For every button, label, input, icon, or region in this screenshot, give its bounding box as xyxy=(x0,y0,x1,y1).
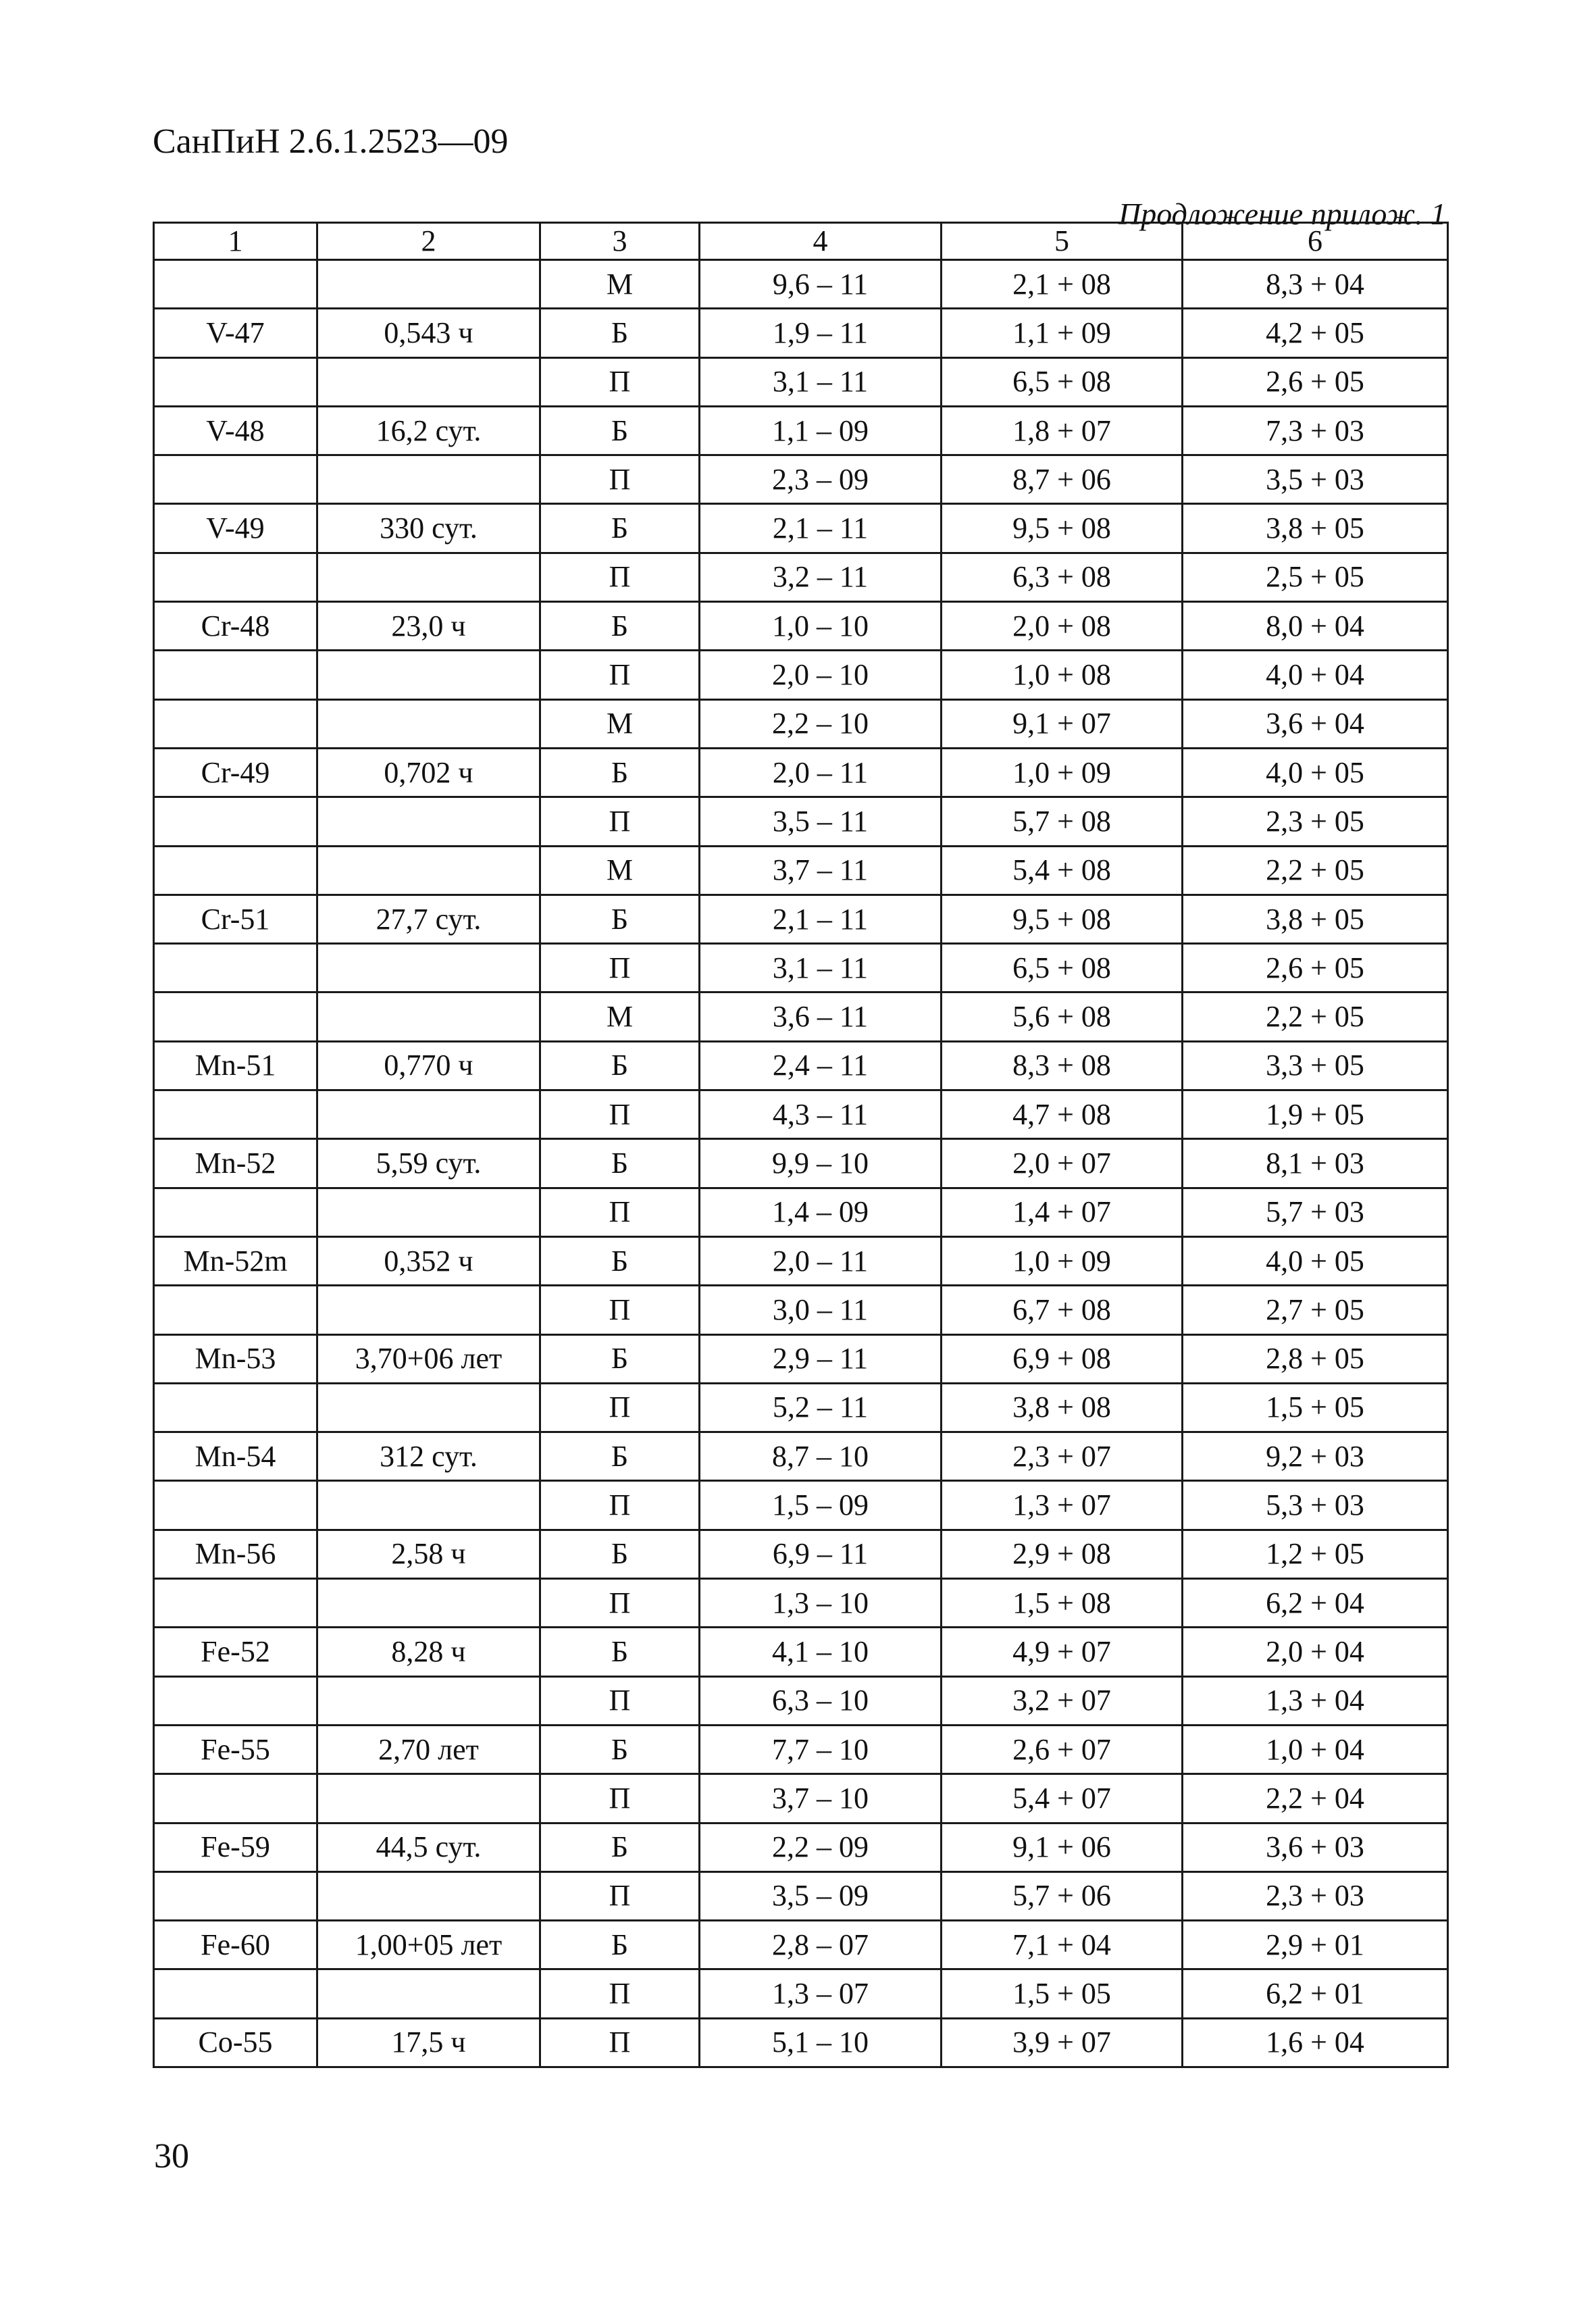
nuclide-cell xyxy=(154,944,317,992)
type-cell: П xyxy=(540,797,700,846)
value-col6-cell: 6,2 + 01 xyxy=(1183,1969,1448,2018)
value-col4-cell: 3,6 – 11 xyxy=(700,992,942,1041)
table-row xyxy=(154,1579,1448,1628)
value-col5-cell: 6,5 + 08 xyxy=(942,357,1183,406)
type-cell: Б xyxy=(540,1530,700,1578)
value-col6-cell: 3,5 + 03 xyxy=(1183,455,1448,504)
type-cell: Б xyxy=(540,1334,700,1383)
value-col5-cell: 1,8 + 07 xyxy=(942,406,1183,455)
nuclide-cell: Fe-52 xyxy=(154,1628,317,1676)
value-col5-cell: 8,7 + 06 xyxy=(942,455,1183,504)
value-col6-cell: 2,0 + 04 xyxy=(1183,1628,1448,1676)
nuclide-cell xyxy=(154,455,317,504)
half-life-cell xyxy=(317,992,540,1041)
nuclide-cell: Fe-59 xyxy=(154,1823,317,1871)
value-col4-cell: 3,2 – 11 xyxy=(700,553,942,601)
half-life-cell: 2,70 лет xyxy=(317,1725,540,1774)
nuclide-cell xyxy=(154,1383,317,1432)
type-cell: М xyxy=(540,260,700,309)
value-col5-cell: 8,3 + 08 xyxy=(942,1041,1183,1090)
value-col4-cell: 2,1 – 11 xyxy=(700,504,942,553)
value-col4-cell: 1,5 – 09 xyxy=(700,1481,942,1530)
value-col6-cell: 2,9 + 01 xyxy=(1183,1921,1448,1969)
nuclide-cell: Mn-56 xyxy=(154,1530,317,1578)
value-col6-cell: 2,8 + 05 xyxy=(1183,1334,1448,1383)
half-life-cell xyxy=(317,1579,540,1628)
value-col4-cell: 2,9 – 11 xyxy=(700,1334,942,1383)
value-col4-cell: 1,3 – 07 xyxy=(700,1969,942,2018)
type-cell: Б xyxy=(540,1823,700,1871)
value-col4-cell: 1,3 – 10 xyxy=(700,1579,942,1628)
type-cell: Б xyxy=(540,1432,700,1481)
half-life-cell xyxy=(317,944,540,992)
table-row xyxy=(154,455,1448,504)
value-col4-cell: 2,0 – 11 xyxy=(700,1236,942,1285)
half-life-cell: 0,702 ч xyxy=(317,748,540,797)
value-col6-cell: 2,5 + 05 xyxy=(1183,553,1448,601)
page-number: 30 xyxy=(154,2137,189,2175)
value-col4-cell: 3,5 – 11 xyxy=(700,797,942,846)
table-row xyxy=(154,1041,1448,1090)
table-row xyxy=(154,602,1448,651)
column-header: 1 xyxy=(154,223,317,260)
table-row xyxy=(154,309,1448,357)
value-col6-cell: 2,2 + 05 xyxy=(1183,846,1448,895)
nuclide-cell xyxy=(154,1286,317,1334)
type-cell: П xyxy=(540,1481,700,1530)
half-life-cell: 0,352 ч xyxy=(317,1236,540,1285)
half-life-cell xyxy=(317,1090,540,1139)
type-cell: П xyxy=(540,1090,700,1139)
value-col4-cell: 8,7 – 10 xyxy=(700,1432,942,1481)
value-col4-cell: 2,2 – 10 xyxy=(700,699,942,748)
nuclide-cell xyxy=(154,553,317,601)
table-container xyxy=(153,222,1447,2068)
type-cell: П xyxy=(540,651,700,699)
nuclide-cell: Fe-55 xyxy=(154,1725,317,1774)
table-row xyxy=(154,846,1448,895)
nuclide-cell xyxy=(154,1774,317,1823)
half-life-cell xyxy=(317,357,540,406)
half-life-cell xyxy=(317,846,540,895)
table-row xyxy=(154,1236,1448,1285)
value-col6-cell: 7,3 + 03 xyxy=(1183,406,1448,455)
table-row xyxy=(154,1921,1448,1969)
nuclide-cell xyxy=(154,1579,317,1628)
type-cell: Б xyxy=(540,1921,700,1969)
type-cell: П xyxy=(540,1969,700,2018)
type-cell: Б xyxy=(540,406,700,455)
type-cell: М xyxy=(540,846,700,895)
value-col6-cell: 6,2 + 04 xyxy=(1183,1579,1448,1628)
value-col4-cell: 2,8 – 07 xyxy=(700,1921,942,1969)
value-col5-cell: 9,5 + 08 xyxy=(942,504,1183,553)
nuclide-cell xyxy=(154,1871,317,1920)
half-life-cell xyxy=(317,699,540,748)
table-row xyxy=(154,1139,1448,1188)
value-col4-cell: 1,0 – 10 xyxy=(700,602,942,651)
nuclide-cell xyxy=(154,651,317,699)
half-life-cell: 330 сут. xyxy=(317,504,540,553)
column-header: 4 xyxy=(700,223,942,260)
nuclide-cell xyxy=(154,260,317,309)
value-col5-cell: 6,7 + 08 xyxy=(942,1286,1183,1334)
value-col4-cell: 5,2 – 11 xyxy=(700,1383,942,1432)
column-header: 2 xyxy=(317,223,540,260)
table-row xyxy=(154,1432,1448,1481)
table-row xyxy=(154,651,1448,699)
value-col4-cell: 3,7 – 11 xyxy=(700,846,942,895)
table-row xyxy=(154,1188,1448,1236)
value-col5-cell: 6,5 + 08 xyxy=(942,944,1183,992)
half-life-cell: 27,7 сут. xyxy=(317,895,540,943)
nuclide-cell: Mn-53 xyxy=(154,1334,317,1383)
continuation-note: Продложение прилож. 1 xyxy=(1118,197,1446,231)
value-col4-cell: 2,0 – 11 xyxy=(700,748,942,797)
nuclide-cell xyxy=(154,1969,317,2018)
table-row xyxy=(154,895,1448,943)
half-life-cell xyxy=(317,797,540,846)
table-row xyxy=(154,357,1448,406)
value-col6-cell: 8,0 + 04 xyxy=(1183,602,1448,651)
type-cell: П xyxy=(540,1188,700,1236)
half-life-cell: 17,5 ч xyxy=(317,2018,540,2067)
table-row xyxy=(154,992,1448,1041)
table-body xyxy=(154,260,1448,2067)
table-row xyxy=(154,1628,1448,1676)
half-life-cell xyxy=(317,455,540,504)
table-row xyxy=(154,1725,1448,1774)
value-col5-cell: 1,0 + 08 xyxy=(942,651,1183,699)
value-col4-cell: 9,9 – 10 xyxy=(700,1139,942,1188)
table-row xyxy=(154,944,1448,992)
type-cell: П xyxy=(540,2018,700,2067)
half-life-cell: 3,70+06 лет xyxy=(317,1334,540,1383)
half-life-cell: 16,2 сут. xyxy=(317,406,540,455)
nuclide-cell: Fe-60 xyxy=(154,1921,317,1969)
value-col5-cell: 2,1 + 08 xyxy=(942,260,1183,309)
table-row xyxy=(154,1823,1448,1871)
type-cell: Б xyxy=(540,602,700,651)
value-col4-cell: 3,1 – 11 xyxy=(700,944,942,992)
value-col5-cell: 3,9 + 07 xyxy=(942,2018,1183,2067)
value-col4-cell: 5,1 – 10 xyxy=(700,2018,942,2067)
value-col6-cell: 3,3 + 05 xyxy=(1183,1041,1448,1090)
table-row xyxy=(154,1676,1448,1725)
type-cell: П xyxy=(540,553,700,601)
type-cell: Б xyxy=(540,748,700,797)
half-life-cell xyxy=(317,651,540,699)
value-col5-cell: 1,4 + 07 xyxy=(942,1188,1183,1236)
value-col4-cell: 7,7 – 10 xyxy=(700,1725,942,1774)
type-cell: П xyxy=(540,1676,700,1725)
value-col5-cell: 9,1 + 07 xyxy=(942,699,1183,748)
value-col5-cell: 5,4 + 08 xyxy=(942,846,1183,895)
nuclide-cell xyxy=(154,699,317,748)
value-col4-cell: 3,1 – 11 xyxy=(700,357,942,406)
value-col4-cell: 2,0 – 10 xyxy=(700,651,942,699)
type-cell: Б xyxy=(540,895,700,943)
value-col6-cell: 1,2 + 05 xyxy=(1183,1530,1448,1578)
table-row xyxy=(154,2018,1448,2067)
value-col6-cell: 1,9 + 05 xyxy=(1183,1090,1448,1139)
value-col6-cell: 5,7 + 03 xyxy=(1183,1188,1448,1236)
nuclide-cell xyxy=(154,992,317,1041)
type-cell: Б xyxy=(540,1236,700,1285)
value-col6-cell: 1,3 + 04 xyxy=(1183,1676,1448,1725)
value-col4-cell: 2,4 – 11 xyxy=(700,1041,942,1090)
value-col5-cell: 3,2 + 07 xyxy=(942,1676,1183,1725)
value-col5-cell: 1,1 + 09 xyxy=(942,309,1183,357)
value-col6-cell: 2,3 + 03 xyxy=(1183,1871,1448,1920)
value-col6-cell: 1,6 + 04 xyxy=(1183,2018,1448,2067)
table-row xyxy=(154,260,1448,309)
value-col5-cell: 4,7 + 08 xyxy=(942,1090,1183,1139)
value-col6-cell: 1,5 + 05 xyxy=(1183,1383,1448,1432)
column-header: 5 xyxy=(942,223,1183,260)
nuclide-cell: Cr-48 xyxy=(154,602,317,651)
nuclide-cell: V-48 xyxy=(154,406,317,455)
table-row xyxy=(154,1334,1448,1383)
value-col5-cell: 2,3 + 07 xyxy=(942,1432,1183,1481)
table-row xyxy=(154,406,1448,455)
value-col4-cell: 2,2 – 09 xyxy=(700,1823,942,1871)
value-col5-cell: 3,8 + 08 xyxy=(942,1383,1183,1432)
type-cell: П xyxy=(540,1871,700,1920)
nuclide-data-table xyxy=(153,222,1449,2068)
document-title: СанПиН 2.6.1.2523—09 xyxy=(153,122,509,161)
type-cell: П xyxy=(540,1579,700,1628)
nuclide-cell: Mn-51 xyxy=(154,1041,317,1090)
nuclide-cell: V-47 xyxy=(154,309,317,357)
half-life-cell xyxy=(317,1969,540,2018)
nuclide-cell: V-49 xyxy=(154,504,317,553)
half-life-cell: 1,00+05 лет xyxy=(317,1921,540,1969)
table-row xyxy=(154,504,1448,553)
value-col6-cell: 5,3 + 03 xyxy=(1183,1481,1448,1530)
value-col6-cell: 3,6 + 03 xyxy=(1183,1823,1448,1871)
value-col6-cell: 8,1 + 03 xyxy=(1183,1139,1448,1188)
value-col5-cell: 2,6 + 07 xyxy=(942,1725,1183,1774)
value-col5-cell: 6,3 + 08 xyxy=(942,553,1183,601)
value-col6-cell: 2,7 + 05 xyxy=(1183,1286,1448,1334)
half-life-cell xyxy=(317,1871,540,1920)
half-life-cell xyxy=(317,1481,540,1530)
nuclide-cell xyxy=(154,357,317,406)
value-col6-cell: 4,2 + 05 xyxy=(1183,309,1448,357)
value-col4-cell: 1,9 – 11 xyxy=(700,309,942,357)
nuclide-cell: Mn-52 xyxy=(154,1139,317,1188)
value-col5-cell: 1,0 + 09 xyxy=(942,1236,1183,1285)
value-col5-cell: 5,6 + 08 xyxy=(942,992,1183,1041)
table-row xyxy=(154,553,1448,601)
value-col5-cell: 6,9 + 08 xyxy=(942,1334,1183,1383)
value-col6-cell: 4,0 + 05 xyxy=(1183,748,1448,797)
type-cell: П xyxy=(540,1286,700,1334)
half-life-cell xyxy=(317,260,540,309)
column-header: 6 xyxy=(1183,223,1448,260)
type-cell: П xyxy=(540,357,700,406)
value-col6-cell: 2,6 + 05 xyxy=(1183,944,1448,992)
half-life-cell: 2,58 ч xyxy=(317,1530,540,1578)
value-col6-cell: 2,6 + 05 xyxy=(1183,357,1448,406)
type-cell: П xyxy=(540,1774,700,1823)
value-col6-cell: 4,0 + 04 xyxy=(1183,651,1448,699)
type-cell: Б xyxy=(540,504,700,553)
table-row xyxy=(154,748,1448,797)
table-row xyxy=(154,1090,1448,1139)
nuclide-cell: Cr-51 xyxy=(154,895,317,943)
value-col6-cell: 4,0 + 05 xyxy=(1183,1236,1448,1285)
value-col5-cell: 4,9 + 07 xyxy=(942,1628,1183,1676)
value-col5-cell: 2,0 + 07 xyxy=(942,1139,1183,1188)
nuclide-cell xyxy=(154,1676,317,1725)
value-col5-cell: 1,5 + 08 xyxy=(942,1579,1183,1628)
table-row xyxy=(154,1481,1448,1530)
table-row xyxy=(154,1871,1448,1920)
value-col4-cell: 2,1 – 11 xyxy=(700,895,942,943)
half-life-cell xyxy=(317,1774,540,1823)
value-col4-cell: 9,6 – 11 xyxy=(700,260,942,309)
half-life-cell: 23,0 ч xyxy=(317,602,540,651)
table-row xyxy=(154,1383,1448,1432)
column-header: 3 xyxy=(540,223,700,260)
value-col6-cell: 2,2 + 04 xyxy=(1183,1774,1448,1823)
value-col5-cell: 1,3 + 07 xyxy=(942,1481,1183,1530)
value-col4-cell: 4,1 – 10 xyxy=(700,1628,942,1676)
half-life-cell xyxy=(317,1676,540,1725)
nuclide-cell: Mn-52m xyxy=(154,1236,317,1285)
value-col4-cell: 6,3 – 10 xyxy=(700,1676,942,1725)
half-life-cell: 0,543 ч xyxy=(317,309,540,357)
value-col4-cell: 3,0 – 11 xyxy=(700,1286,942,1334)
nuclide-cell xyxy=(154,1090,317,1139)
value-col5-cell: 5,7 + 08 xyxy=(942,797,1183,846)
value-col5-cell: 1,0 + 09 xyxy=(942,748,1183,797)
value-col6-cell: 8,3 + 04 xyxy=(1183,260,1448,309)
value-col5-cell: 2,9 + 08 xyxy=(942,1530,1183,1578)
nuclide-cell: Cr-49 xyxy=(154,748,317,797)
type-cell: Б xyxy=(540,1139,700,1188)
type-cell: П xyxy=(540,455,700,504)
half-life-cell: 8,28 ч xyxy=(317,1628,540,1676)
value-col5-cell: 2,0 + 08 xyxy=(942,602,1183,651)
half-life-cell xyxy=(317,1383,540,1432)
value-col4-cell: 1,4 – 09 xyxy=(700,1188,942,1236)
table-row xyxy=(154,1530,1448,1578)
value-col6-cell: 9,2 + 03 xyxy=(1183,1432,1448,1481)
type-cell: М xyxy=(540,992,700,1041)
type-cell: П xyxy=(540,944,700,992)
half-life-cell xyxy=(317,553,540,601)
half-life-cell: 5,59 сут. xyxy=(317,1139,540,1188)
nuclide-cell xyxy=(154,1481,317,1530)
half-life-cell: 44,5 сут. xyxy=(317,1823,540,1871)
type-cell: М xyxy=(540,699,700,748)
value-col5-cell: 1,5 + 05 xyxy=(942,1969,1183,2018)
half-life-cell xyxy=(317,1188,540,1236)
value-col5-cell: 5,7 + 06 xyxy=(942,1871,1183,1920)
value-col4-cell: 1,1 – 09 xyxy=(700,406,942,455)
value-col4-cell: 4,3 – 11 xyxy=(700,1090,942,1139)
type-cell: Б xyxy=(540,309,700,357)
value-col6-cell: 2,3 + 05 xyxy=(1183,797,1448,846)
type-cell: Б xyxy=(540,1041,700,1090)
value-col5-cell: 5,4 + 07 xyxy=(942,1774,1183,1823)
value-col5-cell: 9,5 + 08 xyxy=(942,895,1183,943)
nuclide-cell xyxy=(154,846,317,895)
table-header-row xyxy=(154,223,1448,260)
table-row xyxy=(154,1969,1448,2018)
table-row xyxy=(154,1774,1448,1823)
table-row xyxy=(154,797,1448,846)
value-col5-cell: 7,1 + 04 xyxy=(942,1921,1183,1969)
table-row xyxy=(154,699,1448,748)
nuclide-cell: Mn-54 xyxy=(154,1432,317,1481)
half-life-cell: 312 сут. xyxy=(317,1432,540,1481)
nuclide-cell xyxy=(154,797,317,846)
nuclide-cell: Co-55 xyxy=(154,2018,317,2067)
value-col6-cell: 3,8 + 05 xyxy=(1183,895,1448,943)
nuclide-cell xyxy=(154,1188,317,1236)
value-col4-cell: 6,9 – 11 xyxy=(700,1530,942,1578)
table-row xyxy=(154,1286,1448,1334)
type-cell: Б xyxy=(540,1628,700,1676)
half-life-cell: 0,770 ч xyxy=(317,1041,540,1090)
value-col4-cell: 2,3 – 09 xyxy=(700,455,942,504)
value-col6-cell: 3,6 + 04 xyxy=(1183,699,1448,748)
value-col6-cell: 2,2 + 05 xyxy=(1183,992,1448,1041)
type-cell: Б xyxy=(540,1725,700,1774)
value-col5-cell: 9,1 + 06 xyxy=(942,1823,1183,1871)
value-col6-cell: 3,8 + 05 xyxy=(1183,504,1448,553)
value-col4-cell: 3,5 – 09 xyxy=(700,1871,942,1920)
type-cell: П xyxy=(540,1383,700,1432)
value-col4-cell: 3,7 – 10 xyxy=(700,1774,942,1823)
half-life-cell xyxy=(317,1286,540,1334)
value-col6-cell: 1,0 + 04 xyxy=(1183,1725,1448,1774)
